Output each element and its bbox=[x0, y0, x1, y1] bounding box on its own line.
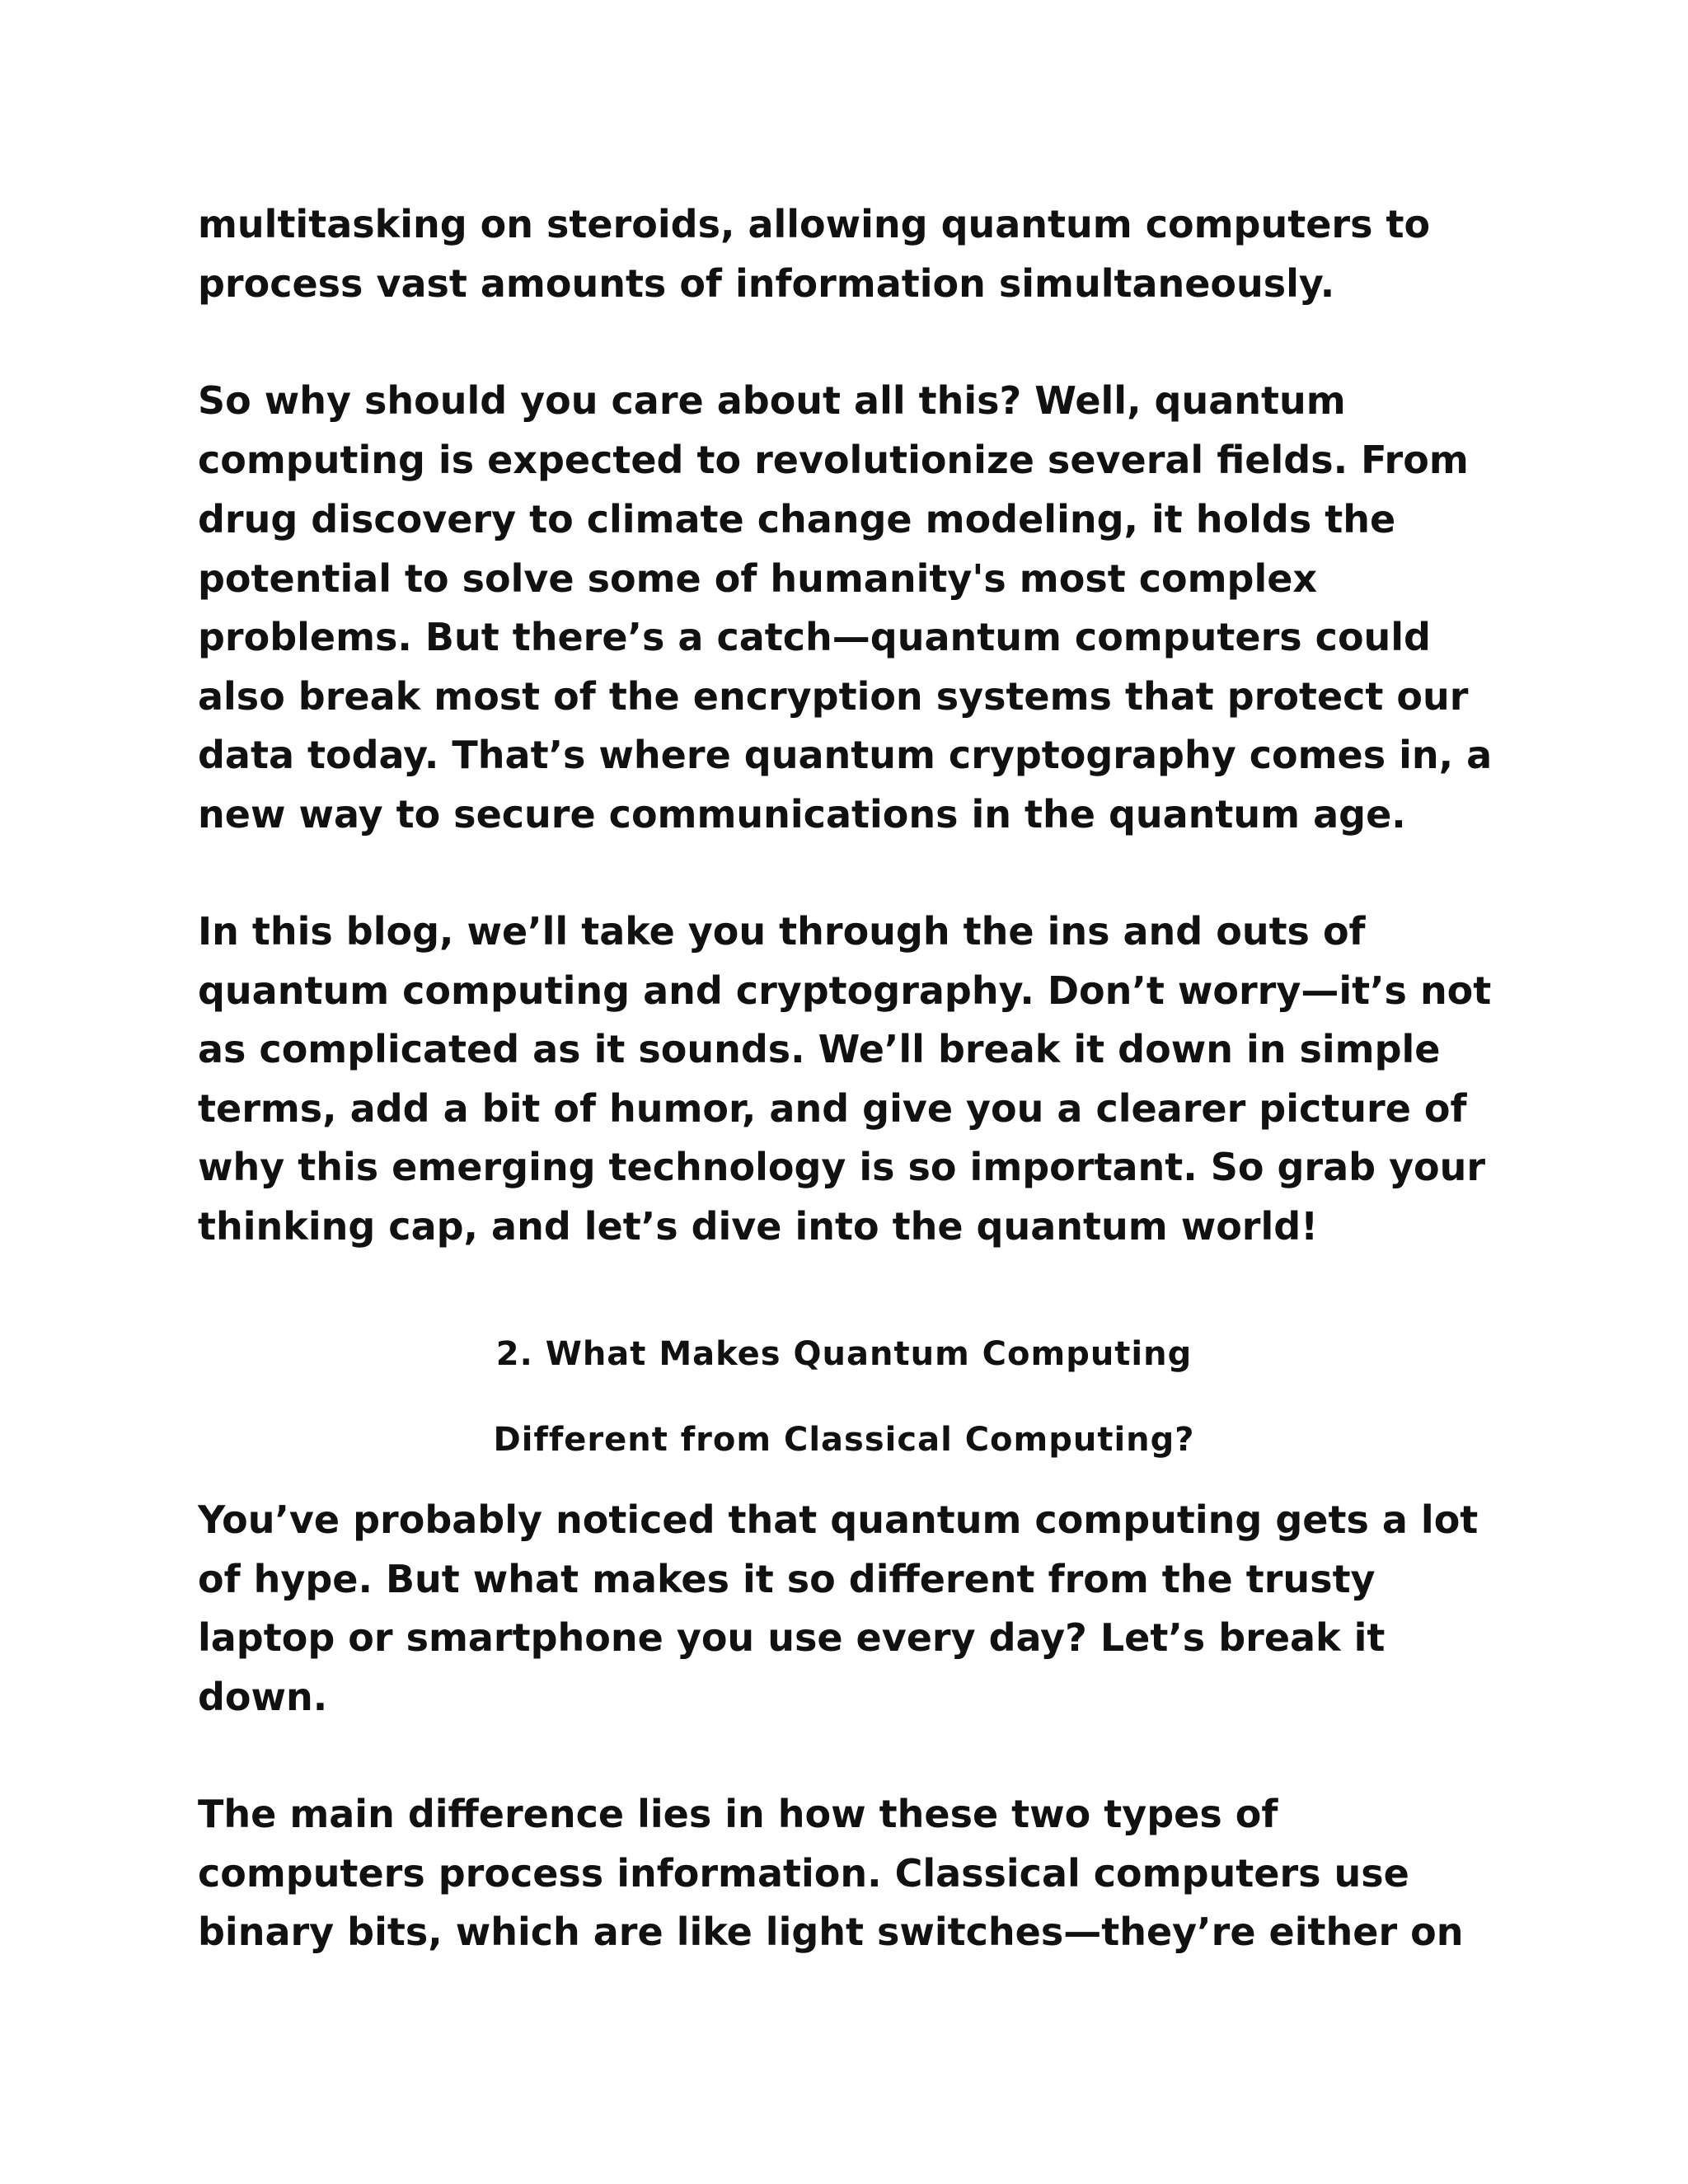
paragraph-line: The main difference lies in how these two types of bbox=[198, 1792, 1278, 1836]
paragraph-line: problems. But there’s a catch—quantum computers could bbox=[198, 615, 1431, 659]
paragraph-line: why this emerging technology is so important. So grab your bbox=[198, 1145, 1486, 1189]
paragraph-line: potential to solve some of humanity's most complex bbox=[198, 556, 1318, 601]
paragraph-line: process vast amounts of information simultaneously. bbox=[198, 261, 1335, 306]
paragraph-line: binary bits, which are like light switches—they’re either on bbox=[198, 1910, 1464, 1954]
paragraph-line: laptop or smartphone you use every day? Let’s break it bbox=[198, 1615, 1386, 1660]
paragraph-line: also break most of the encryption systems that protect our bbox=[198, 674, 1469, 719]
paragraph-line: thinking cap, and let’s dive into the quantum world! bbox=[198, 1204, 1319, 1249]
section-heading-line: Different from Classical Computing? bbox=[493, 1421, 1195, 1459]
paragraph-line: as complicated as it sounds. We’ll break it down in simple bbox=[198, 1027, 1441, 1071]
paragraph-line: You’ve probably noticed that quantum computing gets a lot bbox=[198, 1497, 1479, 1542]
paragraph-line: new way to secure communications in the quantum age. bbox=[198, 792, 1406, 837]
paragraph-line: computing is expected to revolutionize several fields. From bbox=[198, 438, 1469, 482]
section-heading-line: 2. What Makes Quantum Computing bbox=[495, 1335, 1193, 1373]
paragraph-line: of hype. But what makes it so different from the trusty bbox=[198, 1557, 1376, 1601]
paragraph-line: drug discovery to climate change modeling, it holds the bbox=[198, 497, 1396, 541]
paragraph-line: down. bbox=[198, 1675, 328, 1719]
paragraph-line: quantum computing and cryptography. Don’t worry—it’s not bbox=[198, 968, 1492, 1013]
paragraph-line: In this blog, we’ll take you through the ins and outs of bbox=[198, 909, 1366, 954]
paragraph-line: computers process information. Classical computers use bbox=[198, 1851, 1409, 1896]
paragraph-line: data today. That’s where quantum cryptography comes in, a bbox=[198, 733, 1493, 777]
paragraph-line: So why should you care about all this? Well, quantum bbox=[198, 378, 1346, 423]
paragraph-line: multitasking on steroids, allowing quantum computers to bbox=[198, 202, 1431, 246]
paragraph-line: terms, add a bit of humor, and give you a clearer picture of bbox=[198, 1086, 1467, 1131]
